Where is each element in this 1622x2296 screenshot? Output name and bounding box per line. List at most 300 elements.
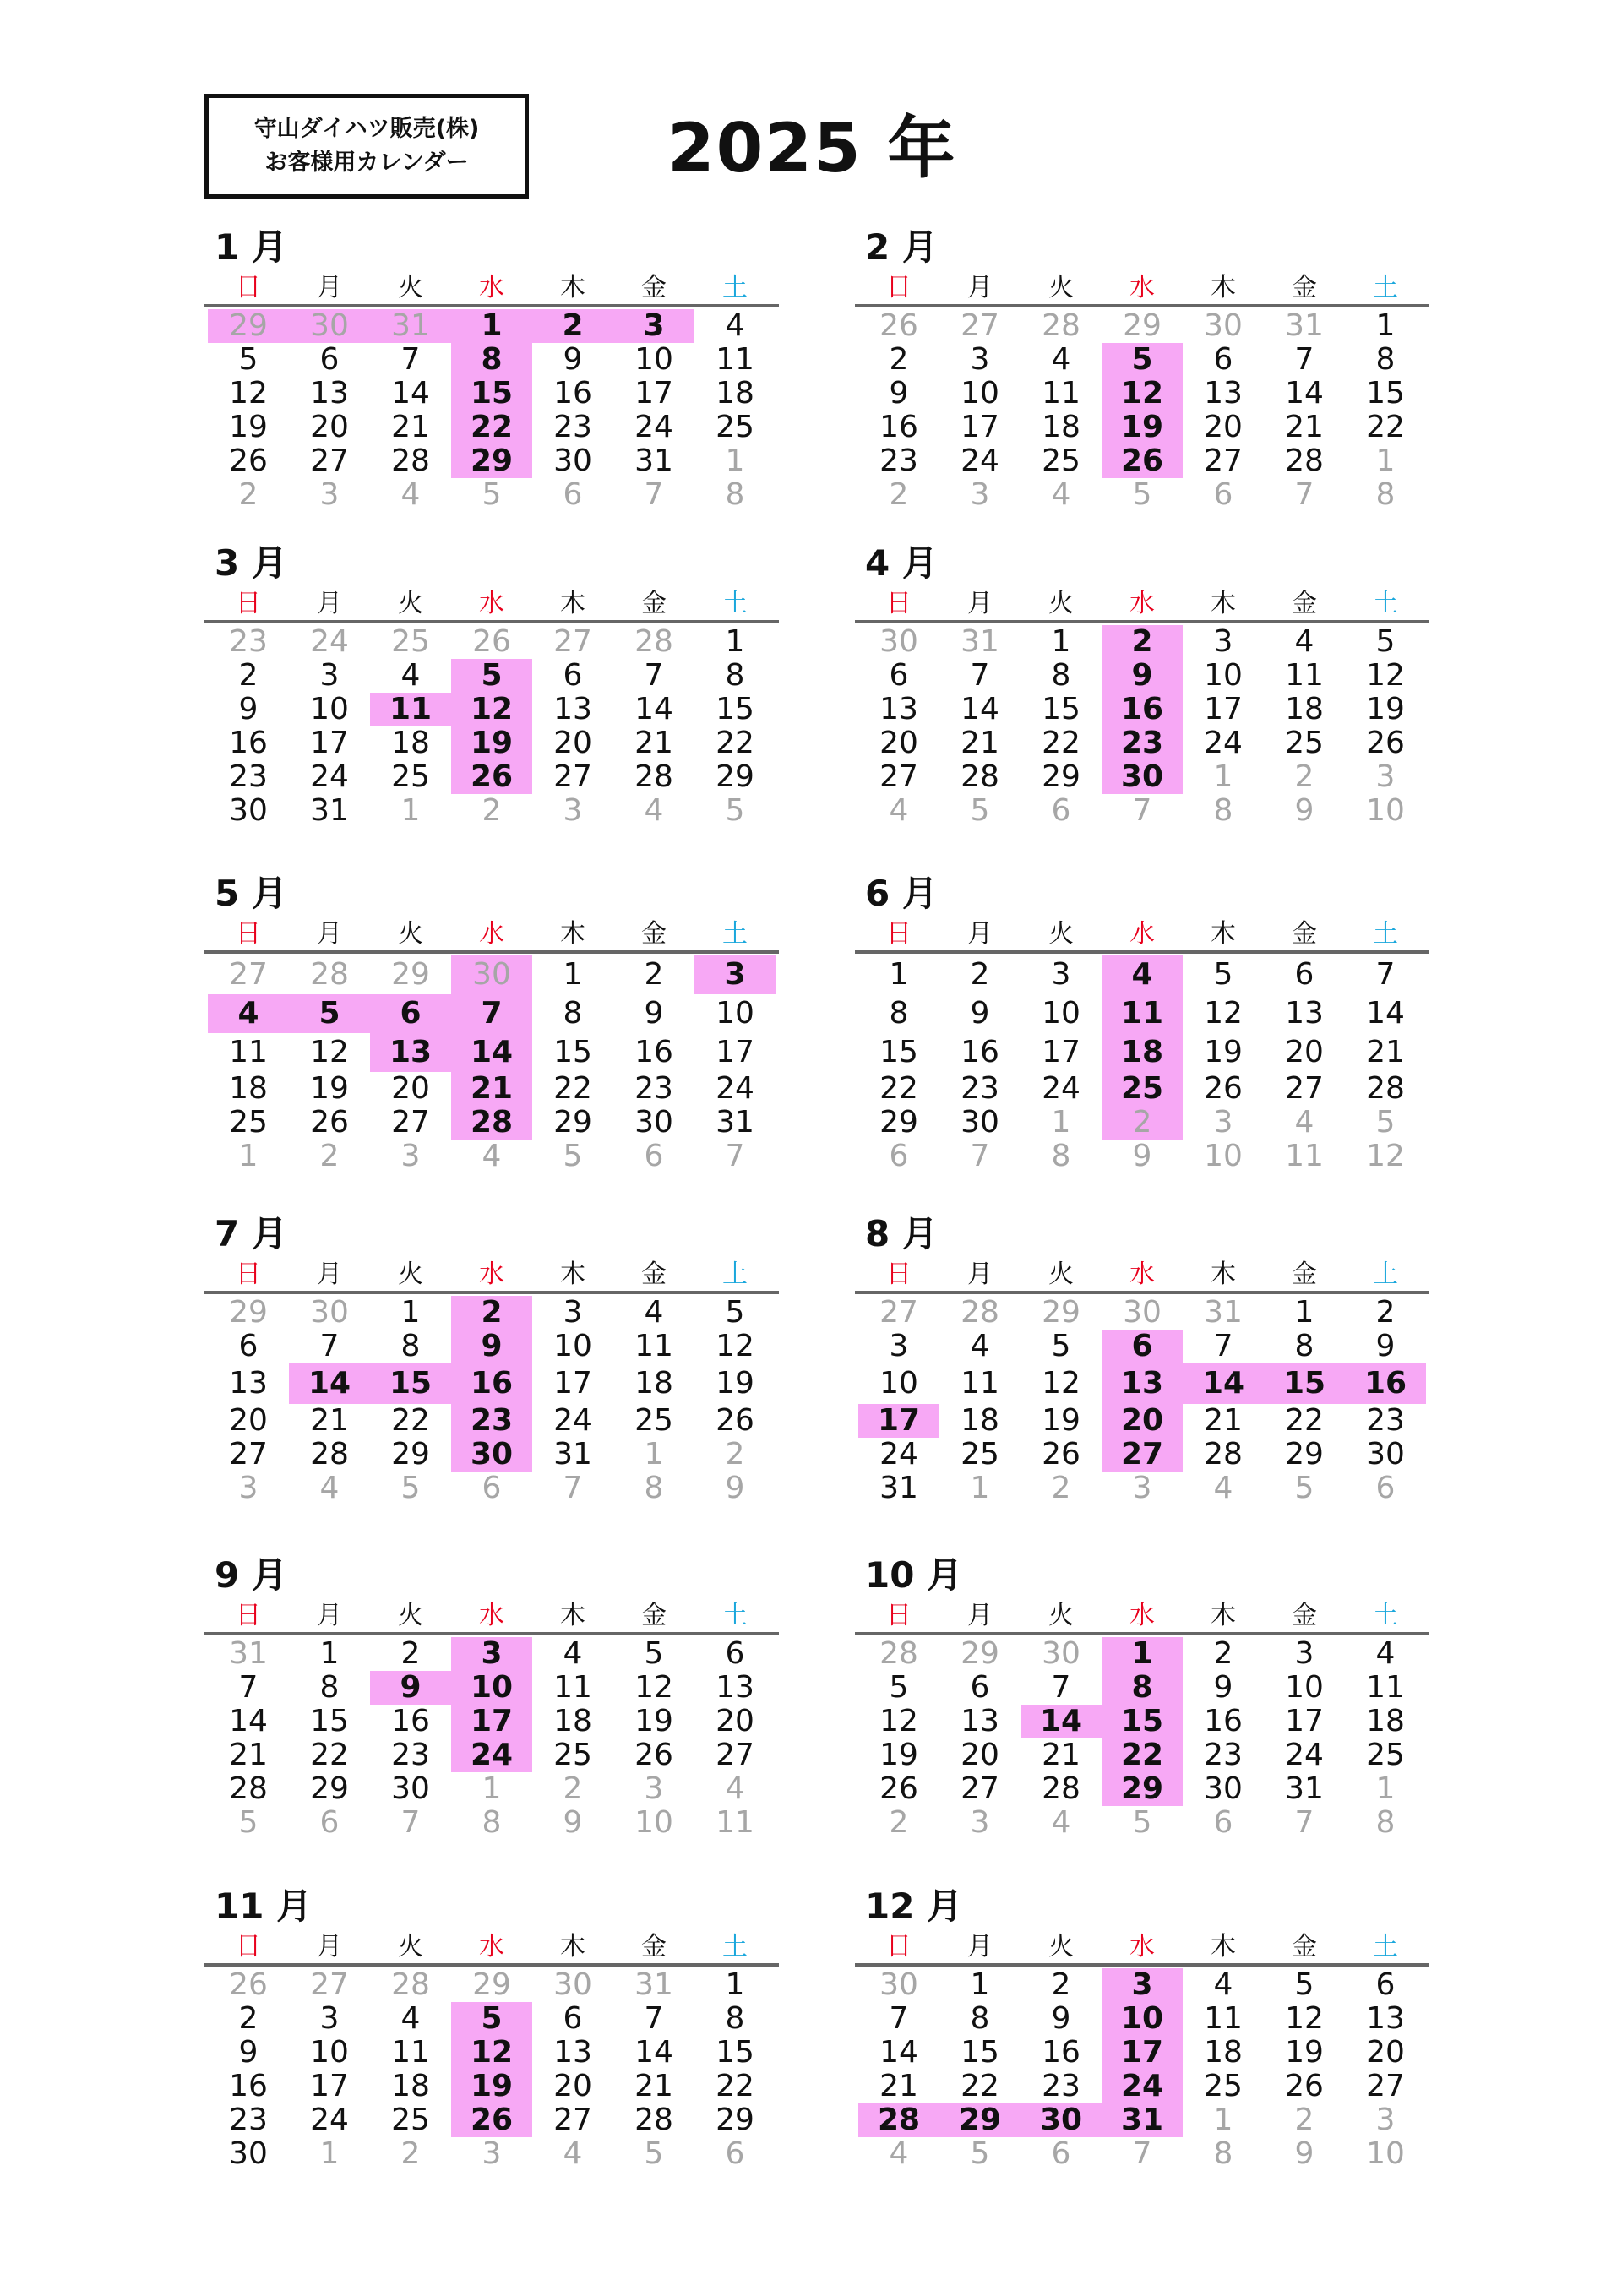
- day-cell: 22: [961, 2069, 999, 2103]
- header-rule: [204, 950, 779, 954]
- week-row: [204, 411, 779, 444]
- weekday-label: 水: [1129, 589, 1155, 618]
- week-row: [204, 1806, 779, 1840]
- day-cell: 26: [716, 1403, 754, 1438]
- day-cell: 8: [725, 658, 745, 693]
- day-cell: 8: [1375, 342, 1396, 377]
- header-rule: [855, 1291, 1429, 1294]
- weekday-header: [204, 1933, 779, 1961]
- holiday-day-cell: 15: [451, 377, 532, 411]
- week-row: [855, 1637, 1429, 1671]
- holiday-day-cell: 19: [1102, 411, 1183, 444]
- week-row: [204, 1330, 779, 1363]
- holiday-day-cell: 6: [1102, 1330, 1183, 1363]
- holiday-day-cell: 30: [451, 955, 532, 994]
- weekday-label: 日: [236, 273, 261, 302]
- day-cell: 15: [961, 2035, 999, 2070]
- week-row: [855, 2036, 1429, 2070]
- adjacent-month-day-cell: 27: [961, 308, 999, 343]
- day-cell: 15: [1366, 376, 1405, 411]
- adjacent-month-day-cell: 3: [1375, 2103, 1396, 2137]
- holiday-day-cell: 1: [1102, 1637, 1183, 1671]
- day-cell: 11: [229, 1035, 268, 1069]
- day-cell: 16: [879, 410, 918, 444]
- adjacent-month-day-cell: 1: [400, 793, 421, 828]
- week-row: [855, 1772, 1429, 1806]
- month-title: 9 月: [215, 1554, 287, 1596]
- adjacent-month-day-cell: 6: [1213, 1805, 1233, 1840]
- month-title: 12 月: [865, 1885, 963, 1927]
- weekday-label: 木: [560, 589, 585, 618]
- day-cell: 27: [553, 2103, 592, 2137]
- adjacent-month-day-cell: 3: [644, 1771, 664, 1806]
- adjacent-month-day-cell: 26: [472, 624, 511, 659]
- month-title: 3 月: [215, 542, 287, 584]
- adjacent-month-day-cell: 3: [970, 477, 990, 512]
- adjacent-month-day-cell: 5: [1294, 1471, 1314, 1505]
- day-cell: 6: [238, 1329, 259, 1363]
- weekday-label: 金: [641, 1260, 667, 1289]
- adjacent-month-day-cell: 2: [1051, 1471, 1071, 1505]
- day-cell: 18: [961, 1403, 999, 1438]
- weekday-label: 木: [1211, 919, 1236, 949]
- month-title: 5 月: [215, 873, 287, 914]
- weekday-label: 金: [641, 273, 667, 302]
- adjacent-month-day-cell: 4: [889, 2136, 909, 2171]
- day-cell: 18: [229, 1071, 268, 1106]
- adjacent-month-day-cell: 5: [563, 1139, 583, 1173]
- adjacent-month-day-cell: 2: [482, 793, 502, 828]
- week-row: [855, 1072, 1429, 1106]
- weekday-label: 金: [641, 919, 667, 949]
- adjacent-month-day-cell: 3: [1132, 1471, 1152, 1505]
- week-row: [204, 1637, 779, 1671]
- weekday-label: 火: [1048, 273, 1074, 302]
- day-cell: 6: [889, 658, 909, 693]
- day-cell: 22: [716, 726, 754, 760]
- day-cell: 29: [716, 2103, 754, 2137]
- day-cell: 3: [319, 658, 340, 693]
- adjacent-month-day-cell: 6: [644, 1139, 664, 1173]
- day-grid: [855, 1968, 1429, 2171]
- weekday-label: 火: [1048, 1601, 1074, 1630]
- holiday-day-cell: 29: [1102, 1772, 1183, 1806]
- weekday-header: [855, 1933, 1429, 1961]
- weekday-label: 火: [398, 919, 423, 949]
- day-cell: 23: [391, 1738, 430, 1772]
- day-grid: [855, 955, 1429, 1173]
- adjacent-month-day-cell: 27: [310, 1967, 349, 2002]
- day-cell: 12: [310, 1035, 349, 1069]
- day-cell: 9: [644, 996, 664, 1031]
- day-cell: 11: [1042, 376, 1080, 411]
- day-cell: 17: [553, 1366, 592, 1401]
- holiday-day-cell: 30: [1102, 760, 1183, 794]
- adjacent-month-day-cell: 8: [1375, 477, 1396, 512]
- weekday-label: 水: [479, 1932, 504, 1961]
- adjacent-month-day-cell: 3: [319, 477, 340, 512]
- day-cell: 24: [1285, 1738, 1324, 1772]
- holiday-day-cell: 12: [1102, 377, 1183, 411]
- adjacent-month-day-cell: 30: [1042, 1636, 1080, 1671]
- adjacent-month-day-cell: 4: [482, 1139, 502, 1173]
- header-rule: [855, 1632, 1429, 1635]
- day-cell: 13: [961, 1704, 999, 1738]
- weekday-label: 水: [479, 919, 504, 949]
- day-cell: 21: [1042, 1738, 1080, 1772]
- adjacent-month-day-cell: 5: [970, 2136, 990, 2171]
- day-cell: 30: [1204, 1771, 1243, 1806]
- week-row: [855, 309, 1429, 343]
- day-cell: 8: [319, 1670, 340, 1705]
- week-row: [204, 1140, 779, 1173]
- holiday-day-cell: 20: [1102, 1404, 1183, 1438]
- week-row: [855, 1296, 1429, 1330]
- adjacent-month-day-cell: 1: [1375, 443, 1396, 478]
- adjacent-month-day-cell: 4: [563, 2136, 583, 2171]
- week-row: [855, 2137, 1429, 2171]
- weekday-label: 火: [1048, 1260, 1074, 1289]
- weekday-label: 火: [1048, 919, 1074, 949]
- day-cell: 4: [400, 658, 421, 693]
- day-cell: 24: [961, 443, 999, 478]
- week-row: [204, 343, 779, 377]
- header-rule: [204, 1963, 779, 1967]
- day-cell: 1: [725, 624, 745, 659]
- week-row: [855, 2002, 1429, 2036]
- day-cell: 16: [634, 1035, 673, 1069]
- header-rule: [204, 304, 779, 307]
- holiday-day-cell: 1: [451, 309, 532, 343]
- day-cell: 7: [1051, 1670, 1071, 1705]
- shop-name: 守山ダイハツ販売(株): [253, 116, 480, 142]
- day-cell: 20: [1285, 1035, 1324, 1069]
- holiday-day-cell: 26: [451, 2103, 532, 2137]
- day-cell: 10: [310, 2035, 349, 2070]
- day-cell: 21: [229, 1738, 268, 1772]
- weekday-label: 水: [479, 589, 504, 618]
- week-row: [204, 760, 779, 794]
- weekday-label: 木: [560, 919, 585, 949]
- day-cell: 27: [1366, 2069, 1405, 2103]
- week-row: [855, 1968, 1429, 2002]
- day-cell: 21: [1204, 1403, 1243, 1438]
- adjacent-month-day-cell: 2: [889, 1805, 909, 1840]
- day-cell: 20: [553, 2069, 592, 2103]
- day-cell: 14: [961, 692, 999, 726]
- adjacent-month-day-cell: 6: [1213, 477, 1233, 512]
- day-cell: 10: [1042, 996, 1080, 1031]
- day-cell: 9: [1051, 2001, 1071, 2036]
- holiday-day-cell: 3: [613, 309, 694, 343]
- day-cell: 26: [1285, 2069, 1324, 2103]
- week-row: [855, 760, 1429, 794]
- day-cell: 4: [1375, 1636, 1396, 1671]
- day-cell: 28: [310, 1437, 349, 1472]
- day-cell: 14: [229, 1704, 268, 1738]
- adjacent-month-day-cell: 7: [970, 1139, 990, 1173]
- weekday-label: 土: [1373, 1601, 1398, 1630]
- weekday-label: 日: [236, 1932, 261, 1961]
- weekday-label: 水: [479, 1260, 504, 1289]
- adjacent-month-day-cell: 6: [563, 477, 583, 512]
- day-cell: 17: [1204, 692, 1243, 726]
- week-row: [855, 377, 1429, 411]
- day-cell: 30: [229, 2136, 268, 2171]
- day-cell: 25: [1285, 726, 1324, 760]
- adjacent-month-day-cell: 28: [961, 1295, 999, 1330]
- weekday-label: 火: [1048, 1932, 1074, 1961]
- day-cell: 1: [725, 1967, 745, 2002]
- day-cell: 11: [553, 1670, 592, 1705]
- adjacent-month-day-cell: 31: [1204, 1295, 1243, 1330]
- holiday-day-cell: 3: [694, 955, 776, 994]
- day-cell: 14: [1285, 376, 1324, 411]
- adjacent-month-day-cell: 3: [400, 1139, 421, 1173]
- day-cell: 12: [1204, 996, 1243, 1031]
- holiday-day-cell: 4: [208, 994, 289, 1033]
- weekday-label: 月: [317, 589, 342, 618]
- day-cell: 31: [310, 793, 349, 828]
- holiday-day-cell: 14: [451, 1033, 532, 1072]
- adjacent-month-day-cell: 30: [553, 1967, 592, 2002]
- weekday-label: 水: [1129, 1260, 1155, 1289]
- adjacent-month-day-cell: 2: [400, 2136, 421, 2171]
- day-cell: 5: [1294, 1967, 1314, 2002]
- day-cell: 29: [1042, 759, 1080, 794]
- adjacent-month-day-cell: 28: [879, 1636, 918, 1671]
- day-cell: 28: [1204, 1437, 1243, 1472]
- day-cell: 27: [716, 1738, 754, 1772]
- day-cell: 22: [1285, 1403, 1324, 1438]
- weekday-label: 木: [1211, 1260, 1236, 1289]
- holiday-day-cell: 13: [1102, 1363, 1183, 1404]
- weekday-label: 月: [317, 273, 342, 302]
- day-cell: 20: [1204, 410, 1243, 444]
- day-cell: 10: [716, 996, 754, 1031]
- weekday-label: 日: [886, 1601, 912, 1630]
- holiday-day-cell: 2: [451, 1296, 532, 1330]
- day-cell: 12: [716, 1329, 754, 1363]
- day-cell: 27: [229, 1437, 268, 1472]
- day-cell: 4: [725, 308, 745, 343]
- day-cell: 21: [1285, 410, 1324, 444]
- day-cell: 3: [319, 2001, 340, 2036]
- weekday-label: 土: [722, 273, 748, 302]
- day-cell: 7: [644, 2001, 664, 2036]
- day-grid: [204, 1968, 779, 2171]
- weekday-label: 金: [1292, 1932, 1317, 1961]
- week-row: [855, 478, 1429, 512]
- adjacent-month-day-cell: 6: [1375, 1471, 1396, 1505]
- weekday-label: 水: [1129, 273, 1155, 302]
- weekday-label: 日: [886, 919, 912, 949]
- weekday-label: 木: [560, 1932, 585, 1961]
- day-cell: 26: [1366, 726, 1405, 760]
- day-cell: 22: [553, 1071, 592, 1106]
- day-cell: 23: [634, 1071, 673, 1106]
- holiday-day-cell: 17: [858, 1404, 939, 1438]
- day-cell: 6: [563, 2001, 583, 2036]
- adjacent-month-day-cell: 26: [229, 1967, 268, 2002]
- day-cell: 18: [553, 1704, 592, 1738]
- day-cell: 13: [1285, 996, 1324, 1031]
- week-row: [855, 343, 1429, 377]
- day-cell: 4: [563, 1636, 583, 1671]
- day-cell: 23: [961, 1071, 999, 1106]
- weekday-header: [855, 274, 1429, 302]
- day-cell: 26: [310, 1105, 349, 1140]
- day-cell: 21: [634, 2069, 673, 2103]
- holiday-day-cell: 2: [1102, 625, 1183, 659]
- adjacent-month-day-cell: 31: [229, 1636, 268, 1671]
- adjacent-month-day-cell: 3: [482, 2136, 502, 2171]
- weekday-label: 水: [1129, 919, 1155, 949]
- day-cell: 12: [229, 376, 268, 411]
- adjacent-month-day-cell: 5: [238, 1805, 259, 1840]
- holiday-day-cell: 19: [451, 726, 532, 760]
- adjacent-month-day-cell: 8: [1213, 793, 1233, 828]
- week-row: [855, 2103, 1429, 2137]
- week-row: [204, 1072, 779, 1106]
- adjacent-month-day-cell: 11: [716, 1805, 754, 1840]
- holiday-day-cell: 3: [451, 1637, 532, 1671]
- day-cell: 21: [879, 2069, 918, 2103]
- day-cell: 6: [1294, 957, 1314, 992]
- day-cell: 29: [879, 1105, 918, 1140]
- weekday-label: 日: [886, 1932, 912, 1961]
- week-row: [855, 794, 1429, 828]
- adjacent-month-day-cell: 1: [1375, 1771, 1396, 1806]
- adjacent-month-day-cell: 31: [634, 1967, 673, 2002]
- week-row: [855, 2070, 1429, 2103]
- weekday-label: 木: [1211, 1932, 1236, 1961]
- day-cell: 8: [563, 996, 583, 1031]
- week-row: [855, 1140, 1429, 1173]
- adjacent-month-day-cell: 5: [400, 1471, 421, 1505]
- weekday-label: 月: [967, 1932, 993, 1961]
- holiday-day-cell: 14: [1183, 1363, 1264, 1404]
- day-cell: 5: [1051, 1329, 1071, 1363]
- day-cell: 11: [634, 1329, 673, 1363]
- weekday-header: [855, 1602, 1429, 1630]
- day-cell: 7: [1213, 1329, 1233, 1363]
- adjacent-month-day-cell: 29: [961, 1636, 999, 1671]
- day-cell: 9: [563, 342, 583, 377]
- adjacent-month-day-cell: 1: [725, 443, 745, 478]
- weekday-label: 金: [1292, 1601, 1317, 1630]
- weekday-label: 土: [722, 1260, 748, 1289]
- day-cell: 19: [1204, 1035, 1243, 1069]
- weekday-label: 火: [1048, 589, 1074, 618]
- day-cell: 23: [879, 443, 918, 478]
- adjacent-month-day-cell: 4: [319, 1471, 340, 1505]
- day-cell: 3: [1294, 1636, 1314, 1671]
- adjacent-month-day-cell: 8: [644, 1471, 664, 1505]
- week-row: [204, 1438, 779, 1472]
- day-cell: 28: [634, 2103, 673, 2137]
- day-cell: 17: [1285, 1704, 1324, 1738]
- day-cell: 31: [553, 1437, 592, 1472]
- day-cell: 10: [634, 342, 673, 377]
- weekday-label: 金: [1292, 1260, 1317, 1289]
- adjacent-month-day-cell: 2: [563, 1771, 583, 1806]
- holiday-day-cell: 12: [451, 693, 532, 726]
- day-cell: 3: [1213, 624, 1233, 659]
- holiday-day-cell: 14: [1021, 1705, 1102, 1738]
- weekday-label: 土: [722, 1932, 748, 1961]
- week-row: [855, 1671, 1429, 1705]
- holiday-day-cell: 9: [1102, 659, 1183, 693]
- day-cell: 16: [961, 1035, 999, 1069]
- holiday-day-cell: 29: [939, 2103, 1021, 2137]
- adjacent-month-day-cell: 7: [1132, 793, 1152, 828]
- week-row: [855, 1033, 1429, 1072]
- day-cell: 19: [716, 1366, 754, 1401]
- header-rule: [855, 620, 1429, 623]
- day-cell: 20: [391, 1071, 430, 1106]
- holiday-day-cell: 24: [1102, 2070, 1183, 2103]
- week-row: [204, 2002, 779, 2036]
- day-cell: 25: [1042, 443, 1080, 478]
- month-title: 10 月: [865, 1554, 963, 1596]
- day-cell: 25: [391, 2103, 430, 2137]
- weekday-label: 金: [1292, 273, 1317, 302]
- adjacent-month-day-cell: 3: [970, 1805, 990, 1840]
- weekday-label: 月: [967, 919, 993, 949]
- adjacent-month-day-cell: 28: [1042, 308, 1080, 343]
- weekday-label: 火: [398, 273, 423, 302]
- holiday-day-cell: 9: [451, 1330, 532, 1363]
- adjacent-month-day-cell: 12: [1366, 1139, 1405, 1173]
- day-cell: 1: [889, 957, 909, 992]
- week-row: [204, 444, 779, 478]
- day-cell: 24: [1204, 726, 1243, 760]
- day-cell: 26: [1042, 1437, 1080, 1472]
- day-cell: 22: [310, 1738, 349, 1772]
- weekday-label: 月: [317, 1932, 342, 1961]
- week-row: [855, 955, 1429, 994]
- weekday-header: [855, 920, 1429, 949]
- day-cell: 16: [553, 376, 592, 411]
- year-title: 2025 年: [667, 109, 957, 188]
- day-cell: 17: [1042, 1035, 1080, 1069]
- weekday-label: 金: [1292, 589, 1317, 618]
- day-cell: 4: [1051, 342, 1071, 377]
- weekday-label: 日: [886, 1260, 912, 1289]
- adjacent-month-day-cell: 6: [1051, 793, 1071, 828]
- holiday-day-cell: 26: [451, 760, 532, 794]
- day-cell: 28: [1366, 1071, 1405, 1106]
- adjacent-month-day-cell: 8: [482, 1805, 502, 1840]
- day-cell: 16: [391, 1704, 430, 1738]
- holiday-day-cell: 15: [1102, 1705, 1183, 1738]
- day-cell: 17: [310, 726, 349, 760]
- weekday-label: 火: [398, 589, 423, 618]
- week-row: [855, 1438, 1429, 1472]
- adjacent-month-day-cell: 4: [644, 793, 664, 828]
- day-cell: 15: [310, 1704, 349, 1738]
- day-cell: 15: [553, 1035, 592, 1069]
- holiday-day-cell: 16: [1102, 693, 1183, 726]
- day-cell: 29: [391, 1437, 430, 1472]
- weekday-label: 火: [398, 1601, 423, 1630]
- day-cell: 13: [553, 2035, 592, 2070]
- day-cell: 11: [1366, 1670, 1405, 1705]
- day-cell: 31: [1285, 1771, 1324, 1806]
- adjacent-month-day-cell: 6: [725, 2136, 745, 2171]
- adjacent-month-day-cell: 6: [889, 1139, 909, 1173]
